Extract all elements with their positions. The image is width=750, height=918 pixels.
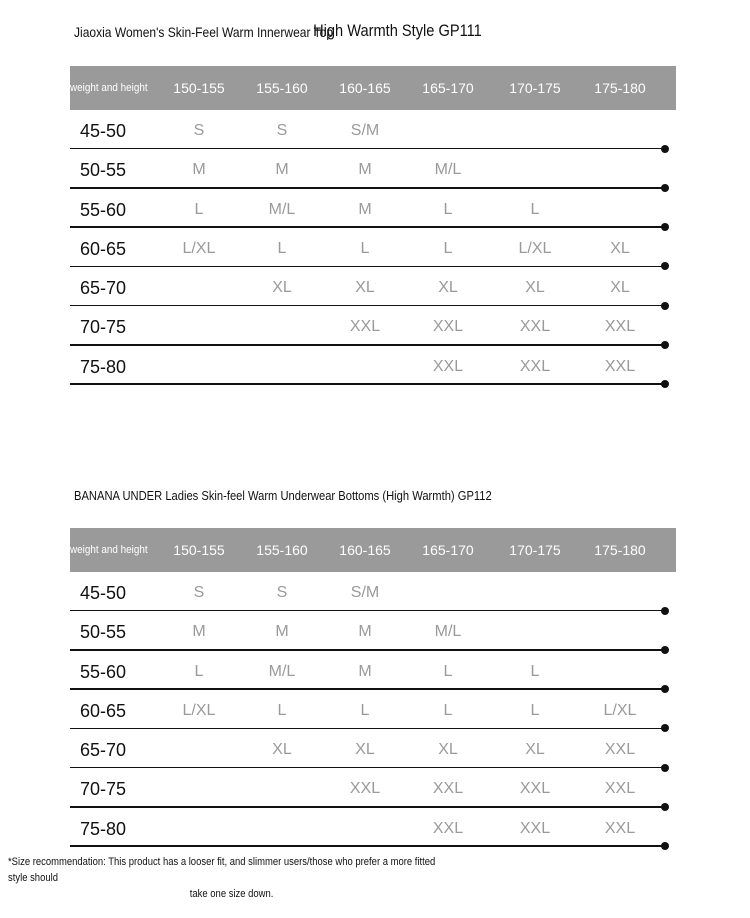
size-cell: XL	[272, 279, 292, 297]
table-header	[70, 528, 676, 572]
size-cell: L	[277, 701, 287, 719]
size-cell: XL	[525, 279, 545, 297]
weight-range-cell: 50-55	[80, 160, 127, 181]
top-table-title	[74, 21, 482, 40]
header-cell: 170-175	[509, 542, 561, 558]
size-cell	[164, 306, 234, 344]
size-cell: M	[358, 623, 372, 641]
bottom-size-table	[70, 528, 676, 847]
size-cell	[585, 149, 655, 187]
size-cell	[500, 110, 570, 148]
size-cell: M/L	[268, 200, 296, 218]
size-cell	[585, 189, 655, 227]
table-row	[70, 228, 676, 267]
size-cell	[164, 267, 234, 305]
weight-range-cell: 55-60	[80, 199, 127, 220]
size-cell	[330, 346, 400, 384]
size-cell: L	[530, 701, 540, 719]
bottom-table-title: BANANA UNDER Ladies Skin-feel Warm Underwear Bottoms (High Warmth) GP112	[74, 488, 492, 503]
header-cell: weight and height	[70, 82, 148, 94]
size-cell	[164, 346, 234, 384]
size-cell	[500, 572, 570, 610]
size-cell	[247, 346, 317, 384]
table-row	[70, 768, 676, 807]
size-cell	[413, 572, 483, 610]
header-cell: 160-165	[339, 80, 391, 96]
size-cell	[500, 149, 570, 187]
table-row	[70, 267, 676, 306]
size-cell: XXL	[349, 318, 381, 336]
size-cell: S/M	[350, 584, 380, 601]
header-cell: 165-170	[422, 80, 474, 96]
size-cell: XL	[525, 741, 545, 759]
size-cell: XL	[355, 279, 375, 297]
header-cell: 160-165	[339, 542, 391, 558]
header-cell: 175-180	[594, 80, 646, 96]
row-end-dot	[661, 842, 669, 850]
note-line-2: take one size down.	[189, 888, 274, 900]
size-cell: XL	[438, 279, 458, 297]
header-cell: weight and height	[70, 544, 148, 556]
size-cell	[585, 651, 655, 689]
table-row	[70, 808, 676, 847]
size-cell: S	[276, 584, 288, 601]
size-cell: L/XL	[182, 239, 216, 257]
size-cell	[247, 808, 317, 846]
size-cell	[164, 768, 234, 806]
size-cell: L/XL	[182, 701, 216, 719]
size-cell: L/XL	[603, 701, 637, 719]
row-divider	[70, 845, 666, 847]
weight-range-cell: 70-75	[80, 317, 127, 338]
size-cell: XL	[610, 239, 630, 257]
header-cell: 155-160	[256, 80, 308, 96]
size-cell	[247, 306, 317, 344]
size-cell: XL	[610, 279, 630, 297]
size-cell	[585, 572, 655, 610]
table-row	[70, 729, 676, 768]
header-cell: 175-180	[594, 542, 646, 558]
size-cell: M/L	[434, 623, 462, 641]
table-row	[70, 690, 676, 729]
size-cell: L	[530, 200, 540, 218]
size-cell	[585, 611, 655, 649]
size-cell: XXL	[519, 318, 551, 336]
size-cell: L	[530, 662, 540, 680]
weight-range-cell: 60-65	[80, 238, 127, 259]
size-cell	[500, 611, 570, 649]
size-cell: XXL	[519, 357, 551, 375]
header-cell: 170-175	[509, 80, 561, 96]
size-cell: S	[276, 122, 288, 139]
size-cell: M	[275, 161, 289, 179]
size-cell: XXL	[519, 819, 551, 837]
size-cell: L	[443, 239, 453, 257]
top-size-table	[70, 66, 676, 385]
size-cell: XXL	[432, 357, 464, 375]
row-divider	[70, 383, 666, 385]
size-cell: S	[193, 584, 205, 601]
top-title-overlap-text: High Warmth Style GP111	[313, 21, 482, 40]
size-cell: L	[360, 701, 370, 719]
size-cell: L/XL	[518, 239, 552, 257]
size-cell: XL	[438, 741, 458, 759]
size-cell: S/M	[350, 122, 380, 139]
size-cell: M/L	[434, 161, 462, 179]
weight-range-cell: 75-80	[80, 818, 127, 839]
size-cell: XXL	[519, 780, 551, 798]
size-cell: L	[194, 662, 204, 680]
size-cell: L	[443, 200, 453, 218]
size-cell: XXL	[432, 819, 464, 837]
size-cell: L	[277, 239, 287, 257]
size-cell: XL	[272, 741, 292, 759]
size-cell	[164, 808, 234, 846]
size-cell: L	[360, 239, 370, 257]
table-row	[70, 346, 676, 385]
size-cell: L	[443, 662, 453, 680]
size-recommendation-note	[8, 854, 455, 902]
size-cell: XL	[355, 741, 375, 759]
size-cell: M	[275, 623, 289, 641]
size-cell: XXL	[349, 780, 381, 798]
size-cell: XXL	[604, 741, 636, 759]
table-row	[70, 651, 676, 690]
weight-range-cell: 50-55	[80, 622, 127, 643]
table-row	[70, 110, 676, 149]
size-cell: XXL	[604, 780, 636, 798]
table-row	[70, 306, 676, 345]
size-cell: L	[443, 701, 453, 719]
table-header	[70, 66, 676, 110]
size-cell: M	[358, 662, 372, 680]
weight-range-cell: 75-80	[80, 356, 127, 377]
size-cell: M	[192, 161, 206, 179]
header-cell: 165-170	[422, 542, 474, 558]
weight-range-cell: 45-50	[80, 583, 127, 603]
size-cell: L	[194, 200, 204, 218]
weight-range-cell: 70-75	[80, 779, 127, 800]
header-cell: 150-155	[173, 542, 225, 558]
table-row	[70, 572, 676, 611]
weight-range-cell: 65-70	[80, 740, 127, 761]
size-cell: XXL	[604, 318, 636, 336]
size-cell: S	[193, 122, 205, 139]
header-cell: 150-155	[173, 80, 225, 96]
size-cell: M	[192, 623, 206, 641]
size-cell	[330, 808, 400, 846]
size-cell	[164, 729, 234, 767]
row-end-dot	[661, 380, 669, 388]
weight-range-cell: 55-60	[80, 661, 127, 682]
size-cell: M/L	[268, 662, 296, 680]
size-cell: XXL	[604, 819, 636, 837]
size-cell: XXL	[432, 780, 464, 798]
size-cell: XXL	[604, 357, 636, 375]
size-cell: M	[358, 200, 372, 218]
header-cell: 155-160	[256, 542, 308, 558]
size-cell	[413, 110, 483, 148]
weight-range-cell: 45-50	[80, 121, 127, 141]
size-cell	[247, 768, 317, 806]
top-title-text: Jiaoxia Women's Skin-Feel Warm Innerwear Top	[74, 24, 334, 40]
note-line-1: *Size recommendation: This product has a looser fit, and slimmer users/those who prefer a more fitted style should	[8, 856, 436, 884]
size-cell	[585, 110, 655, 148]
weight-range-cell: 60-65	[80, 700, 127, 721]
table-row	[70, 149, 676, 188]
weight-range-cell: 65-70	[80, 278, 127, 299]
size-cell: M	[358, 161, 372, 179]
table-row	[70, 189, 676, 228]
table-row	[70, 611, 676, 650]
size-cell: XXL	[432, 318, 464, 336]
